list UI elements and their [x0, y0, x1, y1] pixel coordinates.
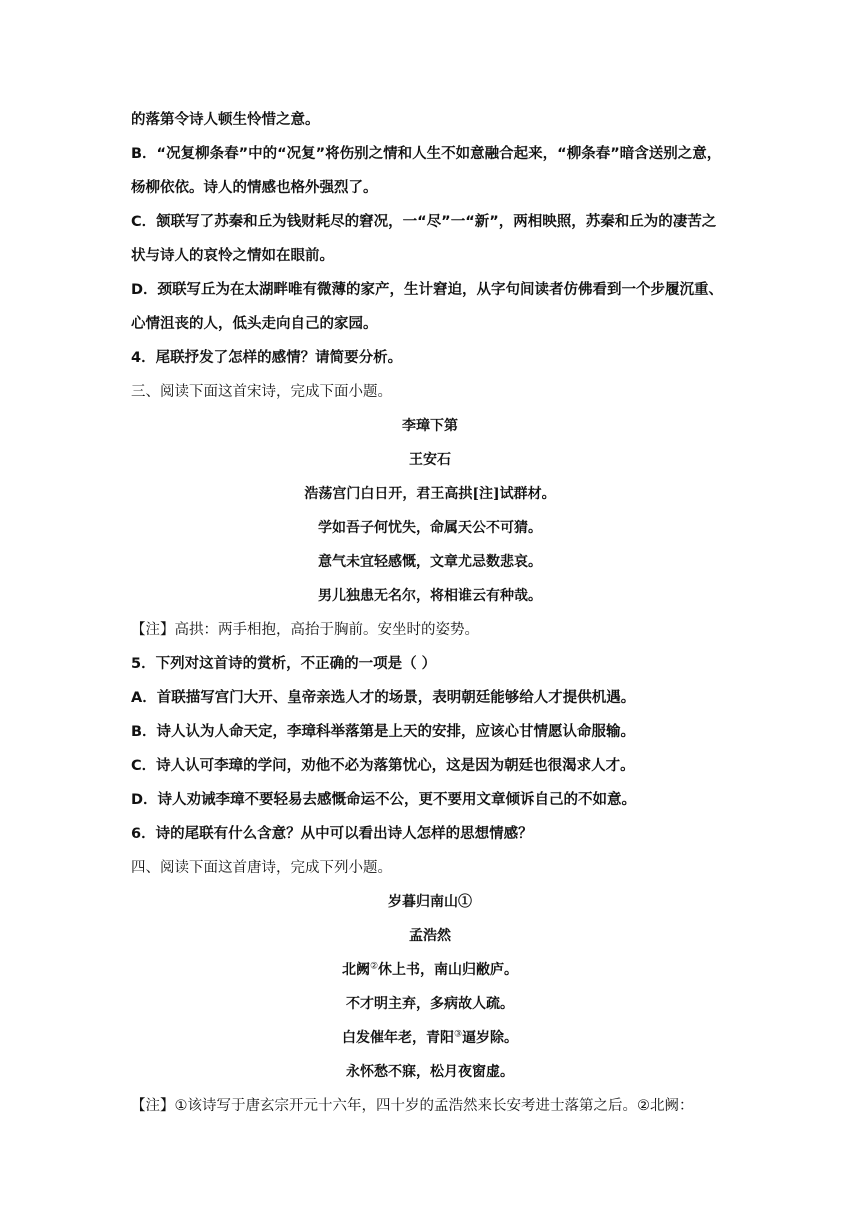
poem-note: 【注】①该诗写于唐玄宗开元十六年，四十岁的孟浩然来长安考进士落第之后。②北阙： [131, 1098, 694, 1114]
text-line: 心情沮丧的人，低头走向自己的家园。 [131, 316, 378, 332]
section-3-heading: 三、阅读下面这首宋诗，完成下面小题。 [131, 384, 392, 400]
poem-verse: 意气未宜轻感慨，文章尤忌数悲哀。 [318, 554, 542, 570]
footnote-marker: ③ [453, 1029, 463, 1040]
option-d-line: D．颈联写丘为在太湖畔唯有微薄的家产，生计窘迫，从字句间读者仿佛看到一个步履沉重、 [131, 282, 724, 298]
poem-verse: 白发催年老，青阳③逼岁除。 [341, 1029, 519, 1046]
option-b-line: B．“况复柳条春”中的“况复”将伤别之情和人生不如意融合起来，“柳条春”暗含送别之意， [131, 146, 722, 162]
poem-author: 王安石 [409, 452, 451, 468]
poem-verse: 学如吾子何忧失，命属天公不可猜。 [318, 520, 542, 536]
poem-verse: 男儿独患无名尔，将相谁云有种哉。 [318, 588, 542, 604]
poem-verse: 北阙②休上书，南山归敝庐。 [341, 961, 519, 978]
question-5: 5．下列对这首诗的赏析，不正确的一项是（ ） [131, 656, 437, 672]
section-4-heading: 四、阅读下面这首唐诗，完成下列小题。 [131, 860, 392, 876]
footnote-marker: ② [369, 961, 379, 972]
text-line: 杨柳依依。诗人的情感也格外强烈了。 [131, 180, 378, 196]
option-d: D．诗人劝诫李璋不要轻易去感慨命运不公，更不要用文章倾诉自己的不如意。 [131, 792, 637, 808]
poem-verse: 浩荡宫门白日开，君王高拱[注]试群材。 [304, 486, 556, 502]
text-line: 的落第令诗人顿生怜惜之意。 [131, 112, 320, 128]
question-6: 6．诗的尾联有什么含意？从中可以看出诗人怎样的思想情感？ [131, 826, 533, 842]
question-4: 4．尾联抒发了怎样的感情？请简要分析。 [131, 350, 403, 366]
poem-title: 李璋下第 [402, 418, 458, 434]
option-a: A．首联描写宫门大开、皇帝亲选人才的场景，表明朝廷能够给人才提供机遇。 [131, 690, 636, 706]
poem-author: 孟浩然 [409, 928, 451, 944]
option-c-line: C．颔联写了苏秦和丘为钱财耗尽的窘况，一“尽”一“新”，两相映照，苏秦和丘为的凄苦之 [131, 214, 717, 230]
poem-verse: 永怀愁不寐，松月夜窗虚。 [346, 1064, 514, 1080]
poem-title: 岁暮归南山① [388, 894, 472, 910]
option-b: B．诗人认为人命天定，李璋科举落第是上天的安排，应该心甘情愿认命服输。 [131, 724, 636, 740]
poem-verse: 不才明主弃，多病故人疏。 [346, 996, 514, 1012]
text-line: 状与诗人的哀怜之情如在眼前。 [131, 248, 334, 264]
option-c: C．诗人认可李璋的学问，劝他不必为落第忧心，这是因为朝廷也很渴求人才。 [131, 758, 635, 774]
poem-note: 【注】高拱：两手相抱，高抬于胸前。安坐时的姿势。 [131, 622, 479, 638]
